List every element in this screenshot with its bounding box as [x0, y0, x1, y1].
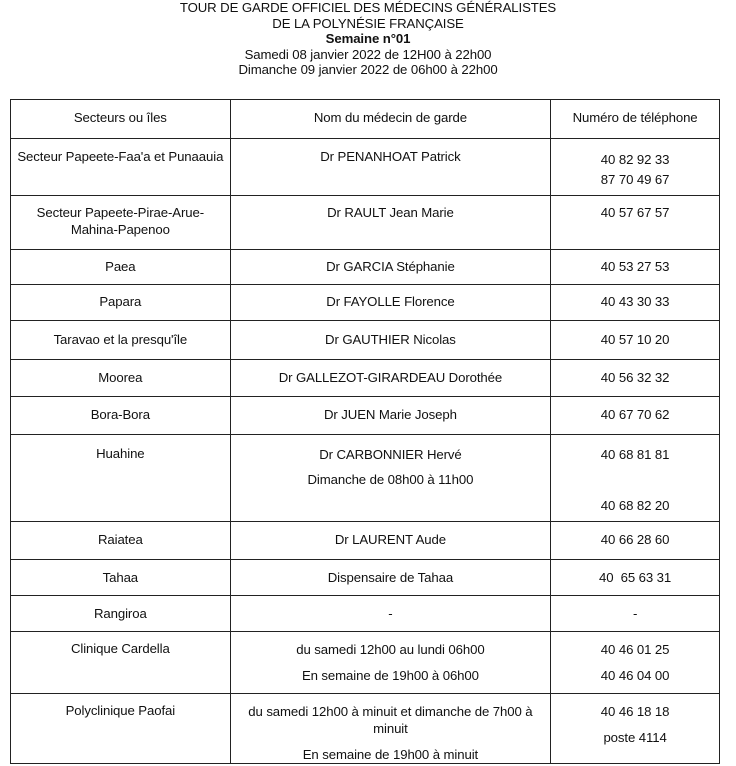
- sector-cell: Clinique Cardella: [11, 632, 231, 694]
- document-header: [0, 0, 736, 78]
- header-phone: Numéro de téléphone: [551, 100, 720, 139]
- doctor-cell: [230, 560, 551, 596]
- doctor-cell: [230, 196, 551, 250]
- phone-number: 40 66 28 60: [600, 532, 670, 547]
- phone-cell: [551, 196, 720, 250]
- doctor-cell: [230, 360, 551, 397]
- table-row: [11, 694, 720, 764]
- doctor-name: Dr GARCIA Stéphanie: [326, 259, 455, 274]
- phone-cell: [551, 632, 720, 694]
- doctor-name: Dr FAYOLLE Florence: [326, 294, 455, 309]
- phone-number: 40 53 27 53: [600, 259, 670, 274]
- doctor-name: Dr RAULT Jean Marie: [327, 205, 454, 220]
- phone-number: 40 57 67 57: [600, 205, 670, 220]
- phone-number: 40 43 30 33: [600, 294, 670, 309]
- doctor-schedule: du samedi 12h00 à minuit et dimanche de 7h00 à minuit: [248, 704, 533, 736]
- doctor-name: Dr CARBONNIER Hervé: [319, 447, 462, 462]
- phone-number: 87 70 49 67: [600, 172, 670, 187]
- phone-cell: [551, 250, 720, 285]
- table-row: [11, 560, 720, 596]
- phone-number: 40 46 18 18: [600, 704, 670, 719]
- doctor-name: Dr LAURENT Aude: [334, 532, 446, 547]
- doctor-schedule: du samedi 12h00 au lundi 06h00: [296, 642, 485, 657]
- duty-table: [10, 99, 720, 764]
- doctor-schedule: En semaine de 19h00 à 06h00: [301, 668, 479, 683]
- doctor-cell: [230, 397, 551, 435]
- header-sunday: Dimanche 09 janvier 2022 de 06h00 à 22h00: [238, 62, 498, 78]
- phone-number: 40 57 10 20: [600, 332, 670, 347]
- sector-cell: Rangiroa: [11, 596, 231, 632]
- phone-cell: [551, 139, 720, 196]
- phone-number: 40 56 32 32: [600, 370, 670, 385]
- sector-cell: Bora-Bora: [11, 397, 231, 435]
- sector-cell: Moorea: [11, 360, 231, 397]
- doctor-cell: [230, 139, 551, 196]
- doctor-name: Dr PENANHOAT Patrick: [320, 149, 461, 164]
- doctor-cell: [230, 285, 551, 321]
- doctor-name: Dr GAUTHIER Nicolas: [325, 332, 456, 347]
- phone-number: 40 82 92 33: [600, 152, 670, 167]
- phone-number: 40 67 70 62: [600, 407, 670, 422]
- phone-cell: [551, 285, 720, 321]
- doctor-name: -: [388, 606, 393, 621]
- header-saturday: Samedi 08 janvier 2022 de 12H00 à 22h00: [244, 46, 492, 62]
- phone-cell: [551, 360, 720, 397]
- header-doctor: Nom du médecin de garde: [230, 100, 551, 139]
- phone-number: 40 68 82 20: [600, 498, 670, 513]
- table-row: [11, 196, 720, 250]
- sector-cell: Tahaa: [11, 560, 231, 596]
- doctor-name: Dr JUEN Marie Joseph: [324, 407, 457, 422]
- table-row: [11, 321, 720, 360]
- phone-cell: [551, 522, 720, 560]
- phone-cell: [551, 694, 720, 764]
- sector-cell: Papara: [11, 285, 231, 321]
- header-title: TOUR DE GARDE OFFICIEL DES MÉDECINS GÉNÉRALISTES: [179, 0, 557, 15]
- doctor-name: Dr GALLEZOT-GIRARDEAU Dorothée: [278, 370, 503, 385]
- table-row: [11, 522, 720, 560]
- table-row: [11, 360, 720, 397]
- header-subtitle: DE LA POLYNÉSIE FRANÇAISE: [272, 15, 464, 31]
- sector-cell: Secteur Papeete-Pirae-Arue-Mahina-Papenoo: [11, 196, 231, 250]
- phone-number: 40 68 81 81: [600, 447, 670, 462]
- doctor-name: Dispensaire de Tahaa: [327, 570, 454, 585]
- table-row: [11, 139, 720, 196]
- phone-number: 40 46 01 25: [600, 642, 670, 657]
- sector-cell: Paea: [11, 250, 231, 285]
- phone-number: -: [632, 606, 638, 621]
- header-week: Semaine n°01: [325, 31, 411, 47]
- doctor-cell: [230, 596, 551, 632]
- phone-cell: [551, 397, 720, 435]
- table-row: [11, 435, 720, 522]
- doctor-cell: [230, 321, 551, 360]
- sector-cell: Raiatea: [11, 522, 231, 560]
- phone-cell: [551, 560, 720, 596]
- sector-cell: Polyclinique Paofai: [11, 694, 231, 764]
- doctor-cell: [230, 632, 551, 694]
- sector-cell: Taravao et la presqu'île: [11, 321, 231, 360]
- header-sector: Secteurs ou îles: [11, 100, 231, 139]
- doctor-cell: [230, 435, 551, 522]
- phone-cell: [551, 596, 720, 632]
- doctor-cell: [230, 250, 551, 285]
- table-row: [11, 596, 720, 632]
- sector-cell: Huahine: [11, 435, 231, 522]
- table-header-row: [11, 100, 720, 139]
- doctor-cell: [230, 522, 551, 560]
- doctor-cell: [230, 694, 551, 764]
- sector-cell: Secteur Papeete-Faa'a et Punaauia: [11, 139, 231, 196]
- doctor-schedule: Dimanche de 08h00 à 11h00: [307, 472, 474, 487]
- phone-cell: [551, 435, 720, 522]
- table-row: [11, 285, 720, 321]
- table-row: [11, 632, 720, 694]
- table-row: [11, 397, 720, 435]
- phone-number: 40 65 63 31: [599, 570, 672, 585]
- phone-extension: poste 4114: [603, 730, 667, 745]
- doctor-schedule: En semaine de 19h00 à minuit: [302, 747, 479, 762]
- phone-cell: [551, 321, 720, 360]
- table-row: [11, 250, 720, 285]
- phone-number: 40 46 04 00: [600, 668, 670, 683]
